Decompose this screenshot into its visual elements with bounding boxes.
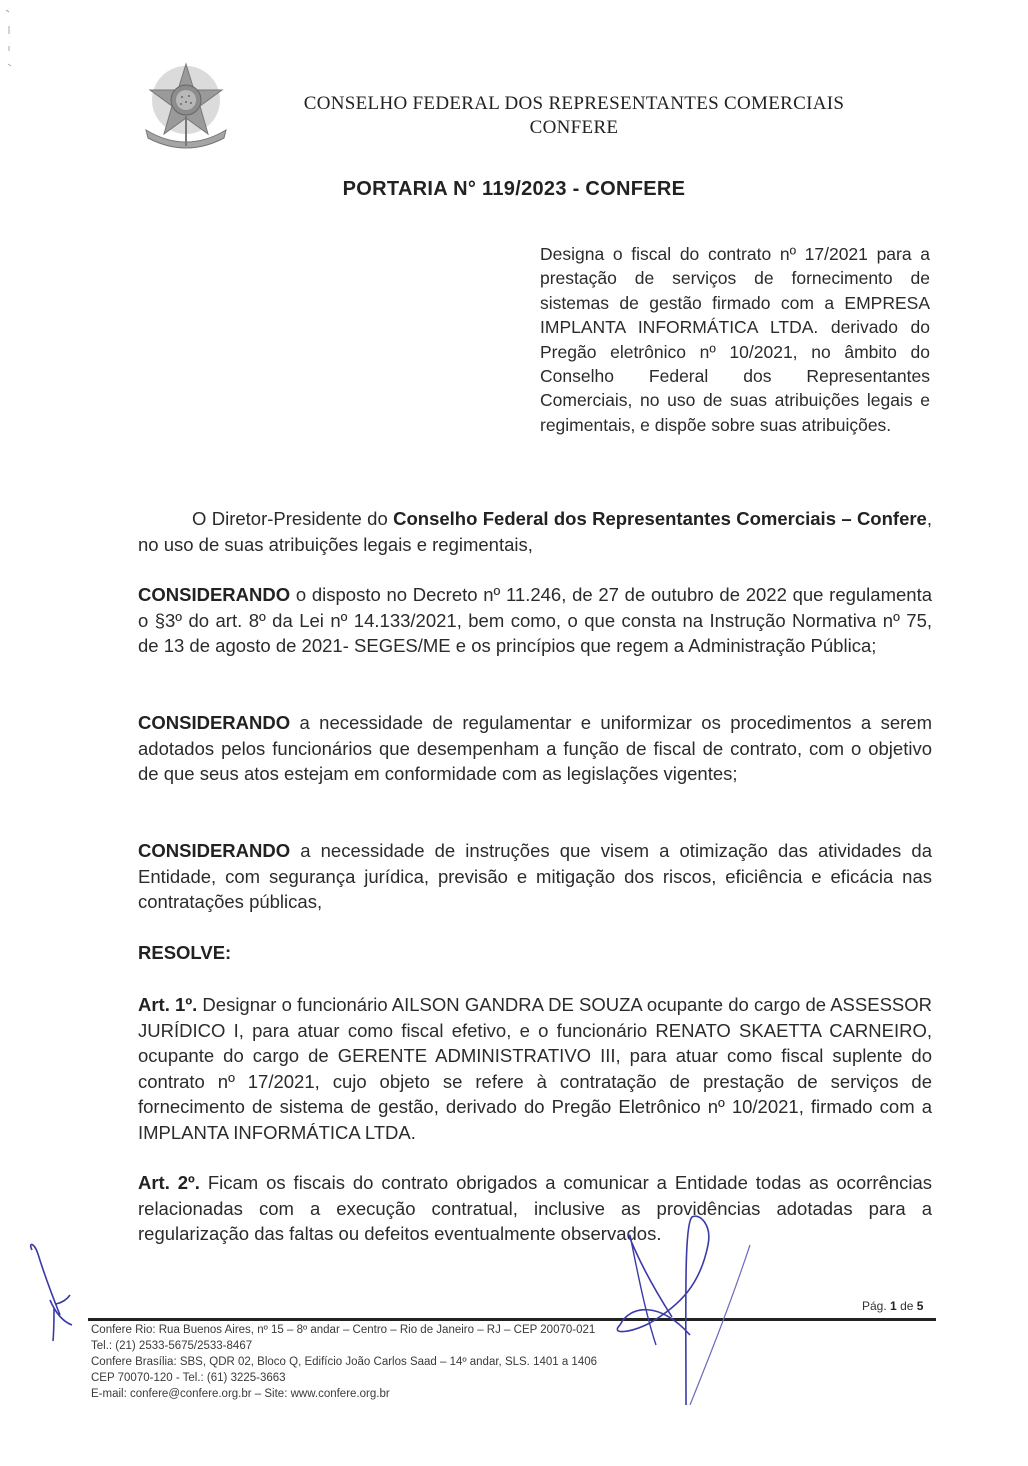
footer-divider	[88, 1318, 936, 1321]
article-label: Art. 2º.	[138, 1172, 200, 1193]
preamble-paragraph	[138, 506, 932, 557]
resolve-label: RESOLVE:	[138, 942, 232, 963]
handwritten-initial-signature	[20, 1240, 80, 1350]
scan-margin-marks	[4, 6, 14, 76]
page-number	[862, 1299, 923, 1313]
considerando-paragraph	[138, 710, 932, 787]
page-total: 5	[916, 1299, 924, 1313]
article-text: Ficam os fiscais do contrato obrigados a comunicar a Entidade todas as ocorrências relacionadas com a execução contratual, inclusive as providências adotadas para a regularização das faltas ou defeitos eventualmente observados.	[138, 1172, 932, 1244]
preamble-institution: Conselho Federal dos Representantes Comerciais – Confere	[393, 508, 927, 529]
organization-header	[236, 92, 912, 140]
considerando-keyword: CONSIDERANDO	[138, 584, 291, 605]
considerando-paragraph	[138, 582, 932, 659]
resolve-heading	[138, 940, 932, 966]
footer-line-brasilia: Confere Brasília: SBS, QDR 02, Bloco Q, Edifício João Carlos Saad – 14º andar, SLS. 1401 a 1406	[91, 1356, 598, 1368]
brazil-coat-of-arms-emblem	[140, 58, 232, 150]
footer-address	[91, 1322, 597, 1402]
ementa-summary: Designa o fiscal do contrato nº 17/2021 para a prestação de serviços de fornecimento de sistemas de gestão firmado com a EMPRESA IMPLANTA INFORMÁTICA LTDA. derivado do Pregão eletrônico nº 10/2021, no âmbito do Conselho Federal dos Representantes Comerciais, no uso de suas atribuições legais e regimentais, e dispõe sobre suas atribuições.	[540, 244, 930, 435]
considerando-text: a necessidade de regulamentar e uniformizar os procedimentos a serem adotados pelos funcionários que desempenham a função de fiscal de contrato, com o objetivo de que seus atos estejam em conformidade com as legislações vigentes;	[138, 712, 932, 784]
page-current: 1	[890, 1299, 897, 1313]
page-label: Pág.	[862, 1299, 887, 1313]
preamble-lead: O Diretor-Presidente do	[192, 508, 394, 529]
footer-line-rio-phone: Tel.: (21) 2533-5675/2533-8467	[91, 1340, 253, 1352]
footer-line-brasilia-phone: CEP 70070-120 - Tel.: (61) 3225-3663	[91, 1372, 286, 1384]
considerando-keyword: CONSIDERANDO	[138, 712, 291, 733]
document-title: PORTARIA N° 119/2023 - CONFERE	[342, 178, 686, 200]
article-paragraph	[138, 992, 932, 1145]
organization-acronym: CONFERE	[529, 117, 619, 138]
preamble-rest: , no uso de suas atribuições legais e regimentais,	[138, 508, 932, 555]
page-of: de	[900, 1299, 914, 1313]
article-text: Designar o funcionário AILSON GANDRA DE SOUZA ocupante do cargo de ASSESSOR JURÍDICO I, para atuar como fiscal efetivo, e o funcionário RENATO SKAETTA CARNEIRO, ocupante do cargo de GERENTE ADMINISTRATIVO III, para atuar como fiscal suplente do contrato nº 17/2021, cujo objeto se refere à contratação de prestação de serviços de fornecimento de sistema de gestão, derivado do Pregão Eletrônico nº 10/2021, firmado com a IMPLANTA INFORMÁTICA LTDA.	[138, 994, 932, 1143]
organization-name: CONSELHO FEDERAL DOS REPRESENTANTES COMERCIAIS	[303, 93, 845, 114]
considerando-text: o disposto no Decreto nº 11.246, de 27 de outubro de 2022 que regulamenta o §3º do art. 8º da Lei nº 14.133/2021, bem como, o que consta na Instrução Normativa nº 75, de 13 de agosto de 2021- SEGES/ME e os princípios que regem a Administração Pública;	[138, 584, 932, 656]
article-paragraph	[138, 1170, 932, 1247]
footer-line-contact: E-mail: confere@confere.org.br – Site: www.confere.org.br	[91, 1388, 390, 1400]
considerando-paragraph	[138, 838, 932, 915]
considerando-text: a necessidade de instruções que visem a otimização das atividades da Entidade, com segurança jurídica, previsão e mitigação dos riscos, eficiência e eficácia nas contratações públicas,	[138, 840, 932, 912]
footer-line-rio: Confere Rio: Rua Buenos Aires, nº 15 – 8º andar – Centro – Rio de Janeiro – RJ – CEP 20070-021	[91, 1324, 596, 1336]
article-label: Art. 1º.	[138, 994, 198, 1015]
considerando-keyword: CONSIDERANDO	[138, 840, 291, 861]
